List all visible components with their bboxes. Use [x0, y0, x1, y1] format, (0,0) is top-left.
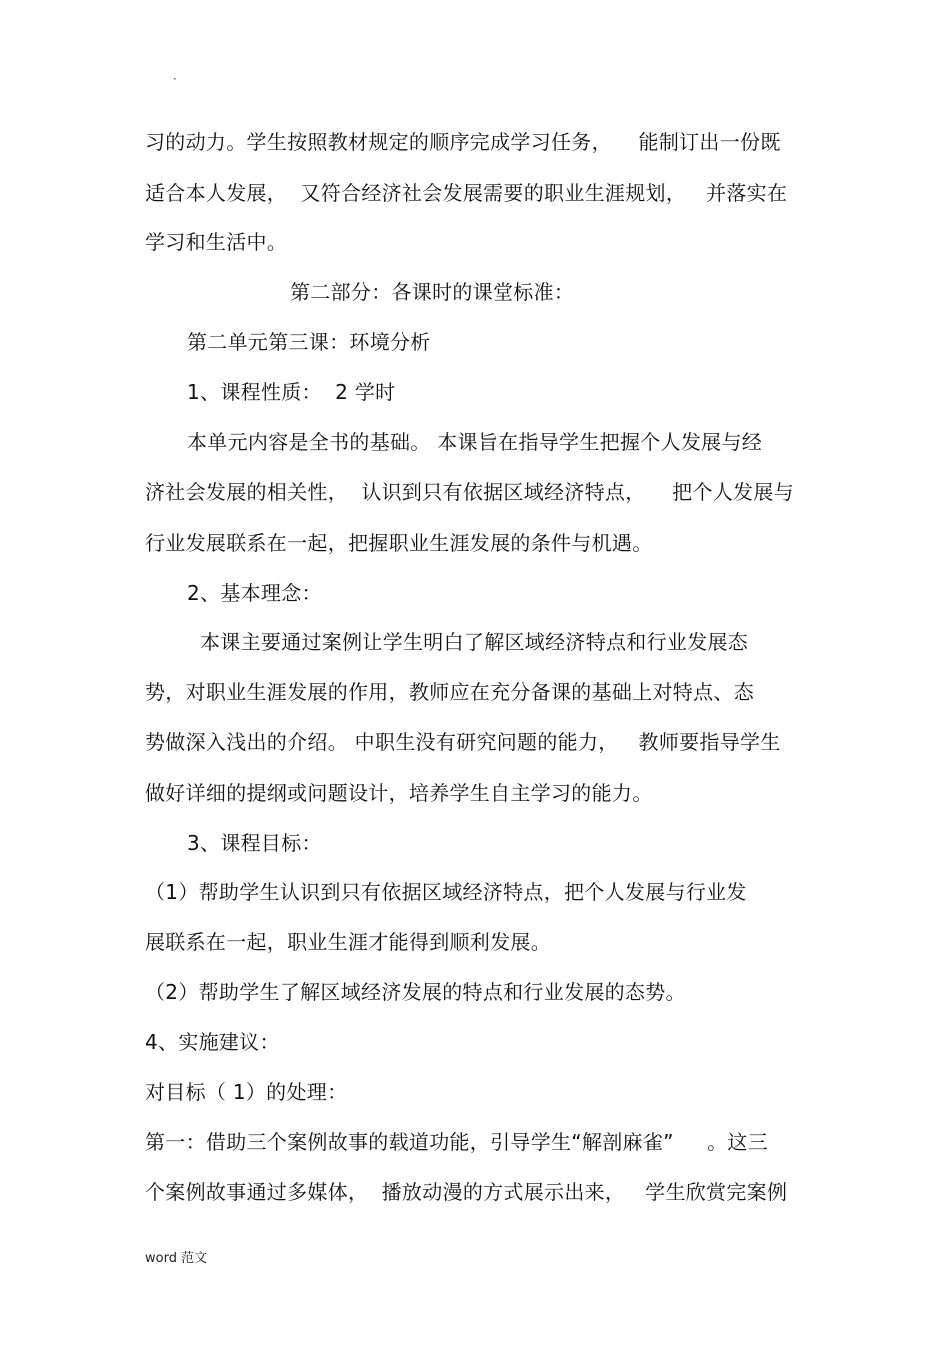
lesson-title: 第二单元第三课：环境分析: [187, 330, 431, 354]
body-line-1: 习的动力。学生按照教材规定的顺序完成学习任务， 能制订出一份既: [145, 130, 781, 154]
goal-2: （2）帮助学生了解区域经济发展的特点和行业发展的态势。: [145, 980, 686, 1004]
body-line-7: 本单元内容是全书的基础。 本课旨在指导学生把握个人发展与经: [187, 430, 763, 454]
body-line-9: 行业发展联系在一起，把握职业生涯发展的条件与机遇。: [145, 531, 653, 555]
body-line-22: 个案例故事通过多媒体， 播放动漫的方式展示出来， 学生欣赏完案例: [145, 1180, 788, 1204]
body-line-11: 本课主要通过案例让学生明白了解区域经济特点和行业发展态: [200, 630, 749, 654]
goal-1-handling: 对目标（ 1）的处理：: [145, 1080, 348, 1104]
course-nature: 1、课程性质： 2 学时: [187, 380, 396, 404]
goal-1-line-2: 展联系在一起，职业生涯才能得到顺利发展。: [145, 930, 551, 954]
body-line-21: 第一：借助三个案例故事的载道功能，引导学生“解剖麻雀” 。这三: [145, 1130, 769, 1154]
body-line-14: 做好详细的提纲或问题设计，培养学生自主学习的能力。: [145, 781, 653, 805]
footer-label: word 范文: [145, 1251, 208, 1266]
body-line-2: 适合本人发展， 又符合经济社会发展需要的职业生涯规划， 并落实在: [145, 181, 788, 205]
goal-1-line-1: （1）帮助学生认识到只有依据区域经济特点，把个人发展与行业发: [145, 880, 747, 904]
body-line-13: 势做深入浅出的介绍。 中职生没有研究问题的能力， 教师要指导学生: [145, 730, 781, 754]
body-line-8: 济社会发展的相关性， 认识到只有依据区域经济特点， 把个人发展与: [145, 480, 794, 504]
body-line-3: 学习和生活中。: [145, 230, 288, 254]
header-mark: ·: [173, 72, 177, 86]
basic-concept-heading: 2、基本理念：: [187, 581, 322, 605]
course-goal-heading: 3、课程目标：: [187, 831, 322, 855]
body-line-12: 势，对职业生涯发展的作用，教师应在充分备课的基础上对特点、态: [145, 680, 754, 704]
implementation-heading: 4、实施建议：: [145, 1030, 280, 1054]
section-heading: 第二部分：各课时的课堂标准：: [290, 280, 575, 304]
